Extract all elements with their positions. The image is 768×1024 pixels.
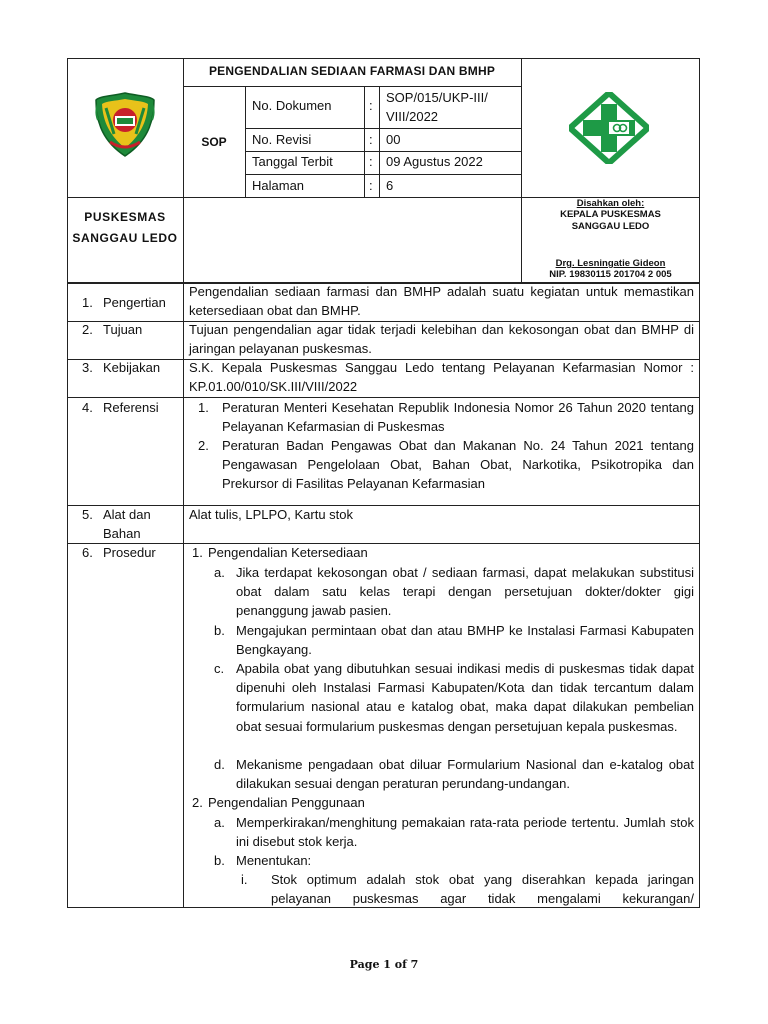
alat-text: Alat tulis, LPLPO, Kartu stok <box>189 507 354 522</box>
prosedur-item-letter: d. <box>214 757 225 772</box>
approval-position-line1: KEPALA PUSKESMAS <box>560 209 661 220</box>
row-number-pengertian: 1. <box>82 295 93 310</box>
document-title: PENGENDALIAN SEDIAAN FARMASI DAN BMHP <box>208 64 496 78</box>
field-sep: : <box>369 154 373 169</box>
field-sep: : <box>369 132 373 147</box>
approval-name: Drg. Lesningatie Gideon <box>555 258 666 269</box>
field-label-no-dokumen: No. Dokumen <box>252 98 332 113</box>
prosedur-item: Menentukan: <box>236 853 312 868</box>
row-label-alat-line1: Alat dan <box>103 507 151 522</box>
field-label-no-revisi: No. Revisi <box>252 132 312 147</box>
referensi-item: Peraturan Menteri Kesehatan Republik Indonesia Nomor 26 Tahun 2020 tentang Pelayanan Kefarmasian di Puskesmas <box>222 400 694 435</box>
approval-heading: Disahkan oleh: <box>576 198 645 209</box>
field-sep: : <box>369 98 373 113</box>
field-value-no-dokumen: SOP/015/UKP-III/ VIII/2022 <box>386 90 488 124</box>
row-number-tujuan: 2. <box>82 322 93 337</box>
row-number-referensi: 4. <box>82 400 93 415</box>
prosedur-item: Apabila obat yang dibutuhkan sesuai indikasi medis di puskesmas tidak dapat dipenuhi oleh Instalasi Farmasi Kabupaten/Kota dan tidak tercantum dalam formularium nasional atau e katalog obat, maka dapat dilakukan pembelian obat sesuai formularium puskesmas dengan persetujuan kepala puskesmas. <box>236 661 694 734</box>
row-label-kebijakan: Kebijakan <box>103 360 161 375</box>
prosedur-group-title: Pengendalian Ketersediaan <box>208 545 368 560</box>
pengertian-text: Pengendalian sediaan farmasi dan BMHP adalah suatu kegiatan untuk memastikan ketersediaan obat dan BMHP. <box>189 284 694 319</box>
referensi-item-number: 1. <box>198 400 209 415</box>
prosedur-group-number: 1. <box>192 545 203 560</box>
referensi-item-number: 2. <box>198 438 209 453</box>
field-value-halaman: 6 <box>386 178 394 193</box>
approval-position-line2: SANGGAU LEDO <box>571 221 650 232</box>
row-label-referensi: Referensi <box>103 400 159 415</box>
regency-emblem-logo <box>92 90 158 160</box>
prosedur-group-number: 2. <box>192 795 203 810</box>
puskesmas-logo <box>569 92 649 164</box>
sop-label: SOP <box>201 135 227 149</box>
prosedur-item: Jika terdapat kekosongan obat / sediaan farmasi, dapat melakukan substitusi obat dalam satu kelas terapi dengan persetujuan dokter/dokter gigi penanggung jawab pasien. <box>236 565 694 619</box>
tujuan-text: Tujuan pengendalian agar tidak terjadi kelebihan dan kekosongan obat dan BMHP di jaringan pelayanan puskesmas. <box>189 322 694 357</box>
prosedur-item-letter: c. <box>214 661 225 676</box>
field-sep: : <box>369 178 373 193</box>
prosedur-item: Memperkirakan/menghitung pemakaian rata-rata periode tertentu. Jumlah stok ini disebut stok kerja. <box>236 815 694 850</box>
row-number-alat: 5. <box>82 507 93 522</box>
row-label-pengertian: Pengertian <box>103 295 166 310</box>
prosedur-item-letter: b. <box>214 853 225 868</box>
prosedur-item-letter: a. <box>214 815 225 830</box>
row-label-prosedur: Prosedur <box>103 545 156 560</box>
field-label-tanggal-terbit: Tanggal Terbit <box>252 154 333 169</box>
prosedur-item: Mengajukan permintaan obat dan atau BMHP ke Instalasi Farmasi Kabupaten Bengkayang. <box>236 623 694 658</box>
approval-block <box>521 197 700 283</box>
prosedur-item-letter: b. <box>214 623 225 638</box>
row-number-kebijakan: 3. <box>82 360 93 375</box>
field-label-halaman: Halaman <box>252 178 305 193</box>
kebijakan-text: S.K. Kepala Puskesmas Sanggau Ledo tentang Pelayanan Kefarmasian Nomor : KP.01.00/010/SK.III/VIII/2022 <box>189 360 694 395</box>
org-name: PUSKESMAS SANGGAU LEDO <box>72 210 178 245</box>
row-label-tujuan: Tujuan <box>103 322 143 337</box>
prosedur-subitem-numeral: i. <box>241 872 248 887</box>
field-value-tanggal-terbit: 09 Agustus 2022 <box>386 154 483 169</box>
prosedur-subitem: Stok optimum adalah stok obat yang diserahkan kepada jaringan pelayanan puskesmas agar tidak mengalami kekurangan/ <box>271 872 694 907</box>
prosedur-item: Mekanisme pengadaan obat diluar Formularium Nasional dan e-katalog obat dilakukan sesuai dengan peraturan perundang-undangan. <box>236 757 694 792</box>
row-number-prosedur: 6. <box>82 545 93 560</box>
page-footer: Page 1 of 7 <box>349 958 419 971</box>
approval-nip: NIP. 19830115 201704 2 005 <box>549 269 672 280</box>
prosedur-item-letter: a. <box>214 565 225 580</box>
row-label-alat-line2: Bahan <box>103 526 141 541</box>
referensi-item: Peraturan Badan Pengawas Obat dan Makanan No. 24 Tahun 2021 tentang Pengawasan Pengelolaan Obat, Bahan Obat, Narkotika, Psikotropika dan Prekursor di Fasilitas Pelayanan Kefarmasian <box>222 438 694 492</box>
field-value-no-revisi: 00 <box>386 132 401 147</box>
prosedur-group-title: Pengendalian Penggunaan <box>208 795 365 810</box>
